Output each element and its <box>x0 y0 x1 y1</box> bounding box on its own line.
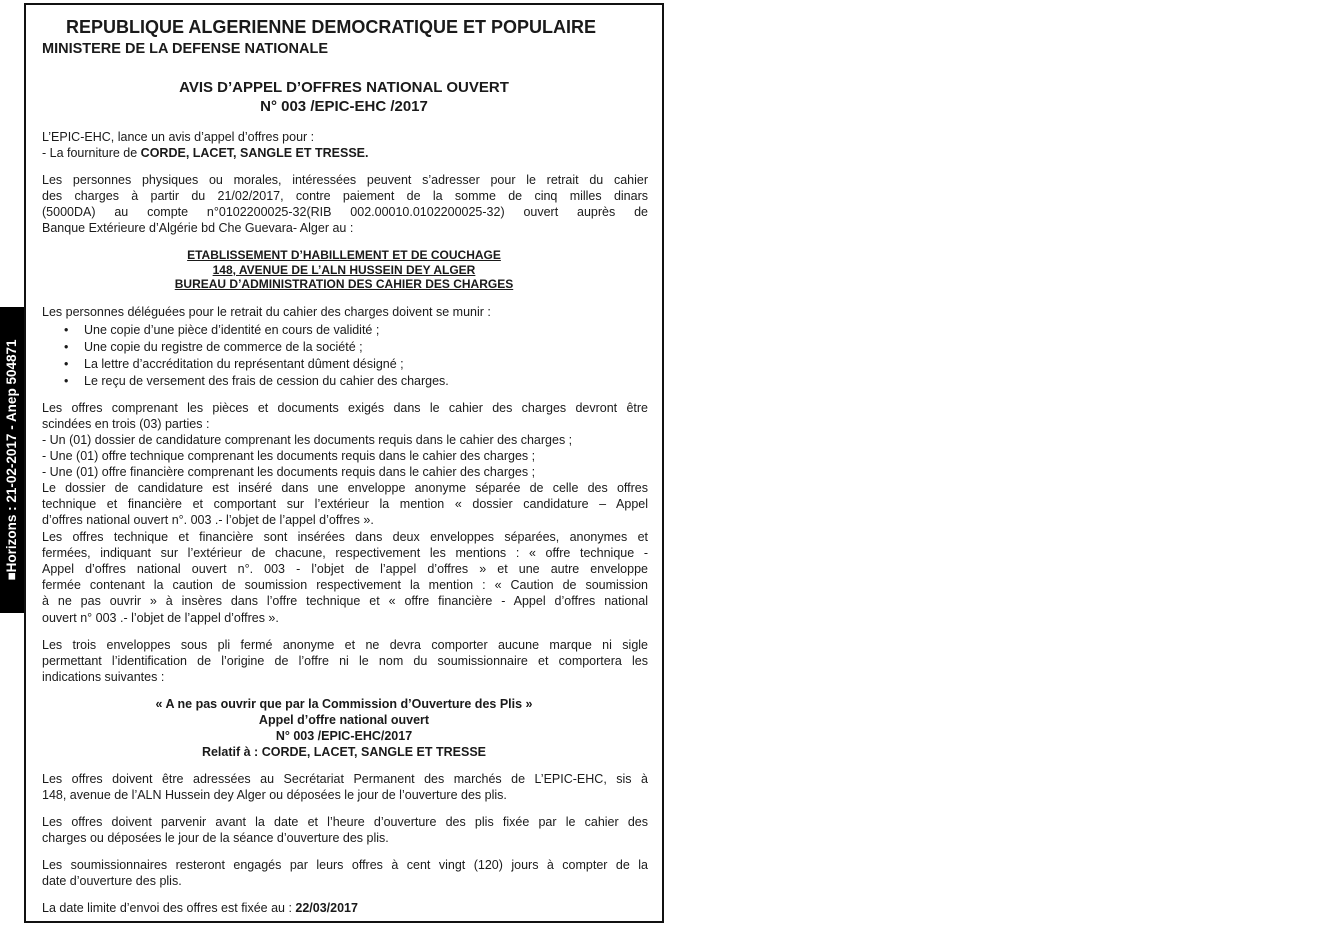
offers-line: - Un (01) dossier de candidature comprenant les documents requis dans le cahier des charges ; <box>42 433 573 447</box>
address-line: BUREAU D’ADMINISTRATION DES CAHIER DES CHARGES <box>174 277 514 291</box>
offers-line: scindées en trois (03) parties : <box>42 417 210 431</box>
engagement-para-line: Les soumissionnaires resteront engagés par leurs offres à cent vingt (120) jours à compter de la <box>42 858 648 872</box>
requirement-item: • Une copie du registre de commerce de la société ; <box>64 340 363 355</box>
envelope-mention: N° 003 /EPIC-EHC/2017 <box>275 729 413 743</box>
offers-line: à ne pas ouvrir » à insères dans l’offre technique et « offre financière - Appel d’offres national <box>42 594 648 608</box>
intro-supply: - La fourniture de CORDE, LACET, SANGLE ET TRESSE. <box>42 146 369 160</box>
offers-line: Les offres technique et financière sont insérées dans deux enveloppes séparées, anonymes et <box>42 530 648 544</box>
envelopes-line: permettant l’identification de l’origine de l’offre ni le nom du soumissionnaire et comportera les <box>42 654 648 668</box>
envelope-mention: « A ne pas ouvrir que par la Commission d’Ouverture des Plis » <box>155 697 533 711</box>
intro-line: L’EPIC-EHC, lance un avis d’appel d’offres pour : <box>42 130 315 144</box>
delegates-intro: Les personnes déléguées pour le retrait du cahier des charges doivent se munir : <box>42 305 491 319</box>
offers-line: Appel d’offres national ouvert n°. 003 - l’objet de l’appel d’offres » et une autre enveloppe <box>42 562 648 576</box>
offers-line: Le dossier de candidature est inséré dans une enveloppe anonyme séparée de celle des offres <box>42 481 648 495</box>
offers-line: Les offres comprenant les pièces et documents exigés dans le cahier des charges devront être <box>42 401 648 415</box>
para1-line: des charges à partir du 21/02/2017, contre paiement de la somme de cinq milles dinars <box>42 189 648 203</box>
para1-line: Banque Extérieure d’Algérie bd Che Guevara- Alger au : <box>42 221 354 235</box>
address-para-line: 148, avenue de l’ALN Hussein dey Alger ou déposées le jour de l’ouverture des plis. <box>42 788 507 802</box>
tender-notice <box>24 3 664 923</box>
engagement-para-line: date d’ouverture des plis. <box>42 874 182 888</box>
offers-line: - Une (01) offre technique comprenant les documents requis dans le cahier des charges ; <box>42 449 536 463</box>
para1-line: Les personnes physiques ou morales, intéressées peuvent s’adresser pour le retrait du cahier <box>42 173 648 187</box>
limit-date: La date limite d’envoi des offres est fixée au : 22/03/2017 <box>42 901 358 915</box>
offers-line: fermées, indiquant sur l’extérieur de chacune, respectivement les mentions : « offre technique - <box>42 546 648 560</box>
address-line: ETABLISSEMENT D’HABILLEMENT ET DE COUCHAGE <box>187 248 501 262</box>
notice-title: AVIS D’APPEL D’OFFRES NATIONAL OUVERT <box>179 79 509 96</box>
requirement-item: • La lettre d’accréditation du représentant dûment désigné ; <box>64 357 404 372</box>
offers-line: ouvert n° 003 .- l’objet de l’appel d’offres ». <box>42 611 279 625</box>
offers-line: technique et financière et comportant sur l’extérieur la mention « dossier candidature – Appel <box>42 497 648 511</box>
offers-line: - Une (01) offre financière comprenant les documents requis dans le cahier des charges ; <box>42 465 536 479</box>
requirement-item: • Une copie d’une pièce d’identité en cours de validité ; <box>64 323 379 338</box>
address-line: 148, AVENUE DE L’ALN HUSSEIN DEY ALGER <box>212 263 476 277</box>
offers-line: fermée contenant la caution de soumission respectivement la mention : « Caution de soumission <box>42 578 648 592</box>
requirement-item: • Le reçu de versement des frais de cession du cahier des charges. <box>64 374 449 389</box>
envelope-mention: Relatif à : CORDE, LACET, SANGLE ET TRESSE <box>201 745 487 759</box>
envelopes-line: Les trois enveloppes sous pli fermé anonyme et ne devra comporter aucune marque ni sigle <box>42 638 648 652</box>
deadline-para-line: charges ou déposées le jour de la séance d’ouverture des plis. <box>42 831 389 845</box>
envelope-mention: Appel d’offre national ouvert <box>258 713 430 727</box>
envelopes-line: indications suivantes : <box>42 670 165 684</box>
para1-line: (5000DA) au compte n°0102200025-32(RIB 002.00010.0102200025-32) ouvert auprès de <box>42 205 648 219</box>
header-ministry: MINISTERE DE LA DEFENSE NATIONALE <box>42 41 328 57</box>
address-para-line: Les offres doivent être adressées au Secrétariat Permanent des marchés de L’EPIC-EHC, sis à <box>42 772 648 786</box>
notice-number: N° 003 /EPIC-EHC /2017 <box>260 98 428 115</box>
header-republic: REPUBLIQUE ALGERIENNE DEMOCRATIQUE ET POPULAIRE <box>66 17 597 37</box>
side-label: ■Horizons : 21-02-2017 - Anep 504871 <box>4 339 19 581</box>
limit-date-value: 22/03/2017 <box>295 901 358 915</box>
deadline-para-line: Les offres doivent parvenir avant la date et l’heure d’ouverture des plis fixée par le cahier des <box>42 815 648 829</box>
offers-line: d’offres national ouvert n°. 003 .- l’objet de l’appel d’offres ». <box>42 513 374 527</box>
